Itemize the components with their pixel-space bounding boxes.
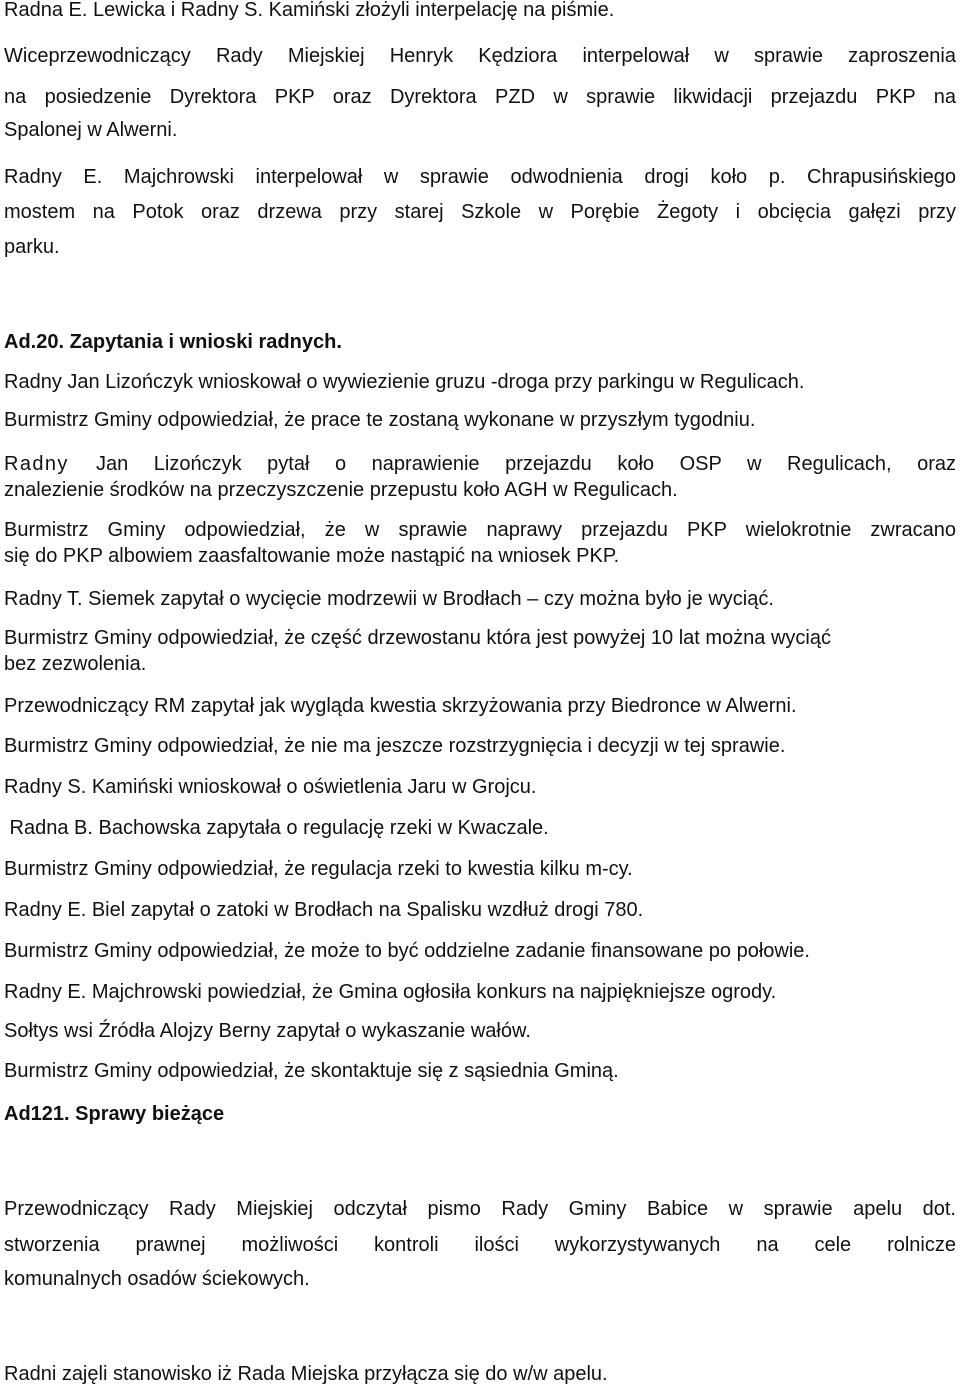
paragraph-kedziora-line-1: Wiceprzewodniczący Rady Miejskiej Henryk Kędziora interpelował w sprawie zaproszenia: [4, 45, 956, 67]
paragraph-kedziora-line-2: na posiedzenie Dyrektora PKP oraz Dyrektora PZD w sprawie likwidacji przejazdu PKP na: [4, 86, 956, 108]
paragraph-interpellation-written: Radna E. Lewicka i Radny S. Kamiński złożyli interpelację na piśmie.: [4, 0, 615, 21]
paragraph-lizonczyk-osp-text: Jan Lizończyk pytał o naprawienie przejazdu koło OSP w Regulicach, oraz: [96, 453, 956, 475]
section-heading-ad-20: Ad.20. Zapytania i wnioski radnych.: [4, 331, 342, 353]
paragraph-siemek-modrzewie: Radny T. Siemek zapytał o wycięcie modrzewii w Brodłach – czy można było je wyciąć.: [4, 588, 774, 610]
paragraph-biel-zatoki: Radny E. Biel zapytał o zatoki w Brodłach na Spalisku wzdłuż drogi 780.: [4, 899, 644, 921]
paragraph-burmistrz-regulacja: Burmistrz Gminy odpowiedział, że regulacja rzeki to kwestia kilku m-cy.: [4, 858, 633, 880]
paragraph-kedziora-line-3: Spalonej w Alwerni.: [4, 119, 178, 141]
paragraph-babice-apel-line-2: stworzenia prawnej możliwości kontroli ilości wykorzystywanych na cele rolnicze: [4, 1234, 956, 1256]
paragraph-kaminski-oswietlenie: Radny S. Kamiński wnioskował o oświetlenia Jaru w Grojcu.: [4, 776, 537, 798]
paragraph-burmistrz-drzewostan-line-1: Burmistrz Gminy odpowiedział, że część drzewostanu która jest powyżej 10 lat można wyciąć: [4, 627, 831, 649]
paragraph-babice-apel-line-3: komunalnych osadów ściekowych.: [4, 1268, 310, 1290]
paragraph-przewodniczacy-biedronka: Przewodniczący RM zapytał jak wygląda kwestia skrzyżowania przy Biedronce w Alwerni.: [4, 695, 797, 717]
paragraph-lizonczyk-osp-line-2: znalezienie środków na przeczyszczenie przepustu koło AGH w Regulicach.: [4, 479, 678, 501]
paragraph-lizonczyk-gruz: Radny Jan Lizończyk wnioskował o wywiezienie gruzu -droga przy parkingu w Regulicach.: [4, 371, 805, 393]
paragraph-burmistrz-rozstrzygniecie: Burmistrz Gminy odpowiedział, że nie ma jeszcze rozstrzygnięcia i decyzji w tej sprawie.: [4, 735, 786, 757]
paragraph-majchrowski-line-3: parku.: [4, 236, 60, 258]
paragraph-burmistrz-prace: Burmistrz Gminy odpowiedział, że prace te zostaną wykonane w przyszłym tygodniu.: [4, 409, 756, 431]
paragraph-majchrowski-konkurs: Radny E. Majchrowski powiedział, że Gmina ogłosiła konkurs na najpiękniejsze ogrody.: [4, 981, 777, 1003]
paragraph-burmistrz-drzewostan-line-2: bez zezwolenia.: [4, 653, 147, 675]
paragraph-radni-stanowisko: Radni zajęli stanowisko iż Rada Miejska przyłącza się do w/w apelu.: [4, 1363, 608, 1385]
paragraph-lizonczyk-osp-line-1: [4, 452, 956, 476]
paragraph-burmistrz-pkp-line-2: się do PKP albowiem zaasfaltowanie może nastąpić na wniosek PKP.: [4, 545, 620, 567]
paragraph-burmistrz-zadanie: Burmistrz Gminy odpowiedział, że może to być oddzielne zadanie finansowane po połowie.: [4, 940, 810, 962]
paragraph-majchrowski-line-1: Radny E. Majchrowski interpelował w sprawie odwodnienia drogi koło p. Chrapusińskiego: [4, 166, 956, 188]
paragraph-burmistrz-pkp-line-1: Burmistrz Gminy odpowiedział, że w sprawie naprawy przejazdu PKP wielokrotnie zwracano: [4, 519, 956, 541]
paragraph-majchrowski-line-2: mostem na Potok oraz drzewa przy starej Szkole w Porębie Żegoty i obcięcia gałęzi przy: [4, 201, 956, 223]
paragraph-berny-waly: Sołtys wsi Źródła Alojzy Berny zapytał o wykaszanie wałów.: [4, 1020, 531, 1042]
section-heading-ad-121: Ad121. Sprawy bieżące: [4, 1103, 225, 1125]
paragraph-burmistrz-gmina: Burmistrz Gminy odpowiedział, że skontaktuje się z sąsiednia Gminą.: [4, 1060, 619, 1082]
speaker-label: Radny: [4, 453, 69, 475]
paragraph-bachowska-regulacja: Radna B. Bachowska zapytała o regulację rzeki w Kwaczale.: [4, 817, 549, 839]
paragraph-babice-apel-line-1: Przewodniczący Rady Miejskiej odczytał pismo Rady Gminy Babice w sprawie apelu dot.: [4, 1198, 956, 1220]
